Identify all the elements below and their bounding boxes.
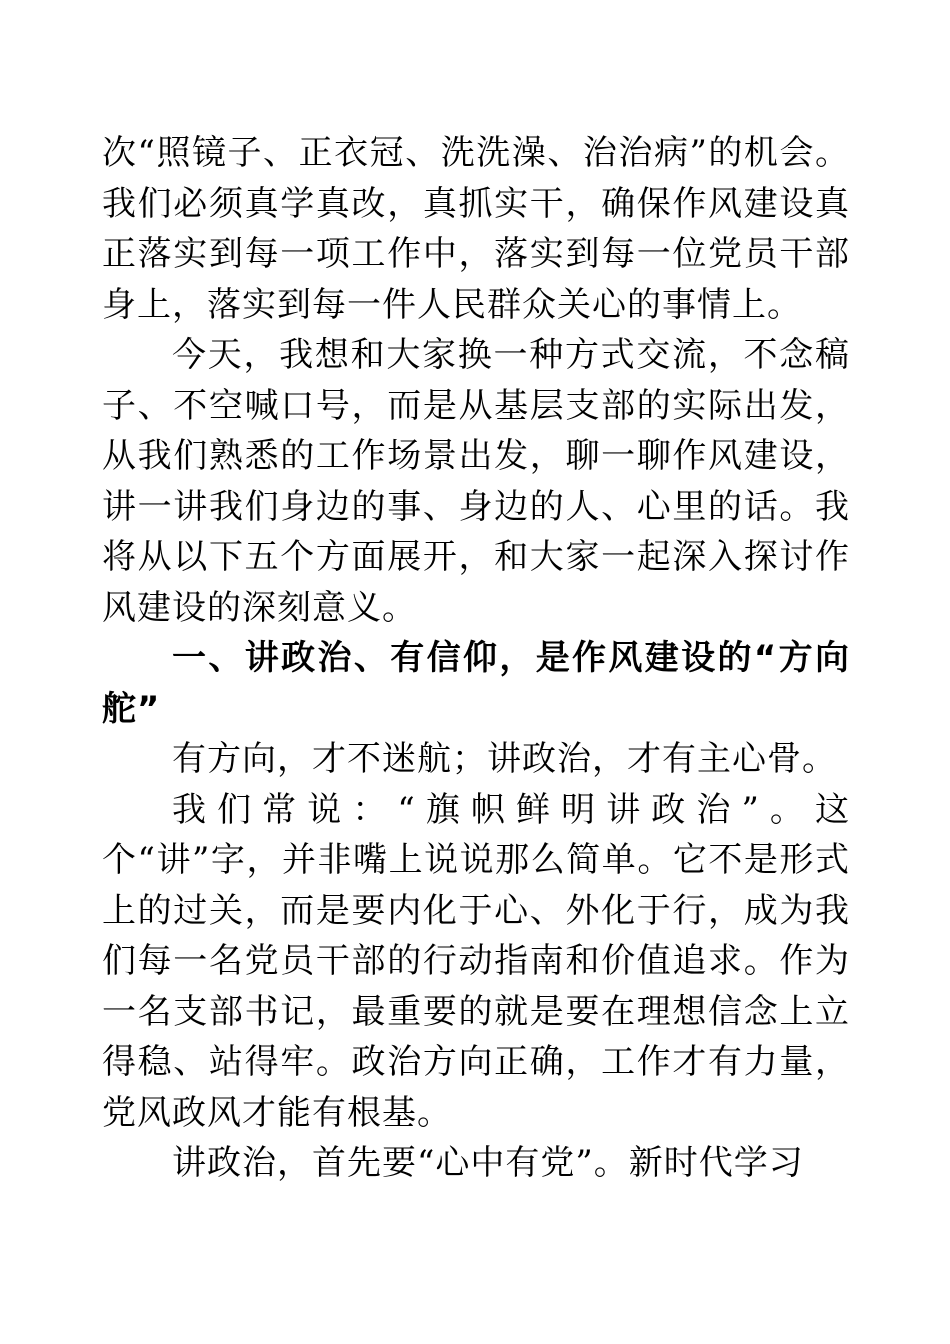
section-heading-1: 一、讲政治、有信仰，是作风建设的“方向舵” [102,638,850,729]
paragraph-continuation: 次“照镜子、正衣冠、洗洗澡、治治病”的机会。我们必须真学真改，真抓实干，确保作风建设真正落实到每一项工作中，落实到每一位党员干部身上，落实到每一件人民群众关心的事情上。 [102,133,850,325]
document-page [102,128,850,1189]
paragraph-heart-party: 讲政治，首先要“心中有党”。新时代学习 [172,1143,804,1183]
paragraph-politics: 我们常说：“旗帜鲜明讲政治”。这个“讲”字，并非嘴上说说那么简单。它不是形式上的过关，而是要内化于心、外化于行，成为我们每一名党员干部的行动指南和价值追求。作为一名支部书记，最重要的就是要在理想信念上立得稳、站得牢。政治方向正确，工作才有力量，党风政风才能有根基。 [102,789,850,1133]
paragraph-intro: 今天，我想和大家换一种方式交流，不念稿子、不空喊口号，而是从基层支部的实际出发，从我们熟悉的工作场景出发，聊一聊作风建设，讲一讲我们身边的事、身边的人、心里的话。我将从以下五个方面展开，和大家一起深入探讨作风建设的深刻意义。 [102,335,850,628]
paragraph-direction: 有方向，才不迷航；讲政治，才有主心骨。 [172,739,837,779]
